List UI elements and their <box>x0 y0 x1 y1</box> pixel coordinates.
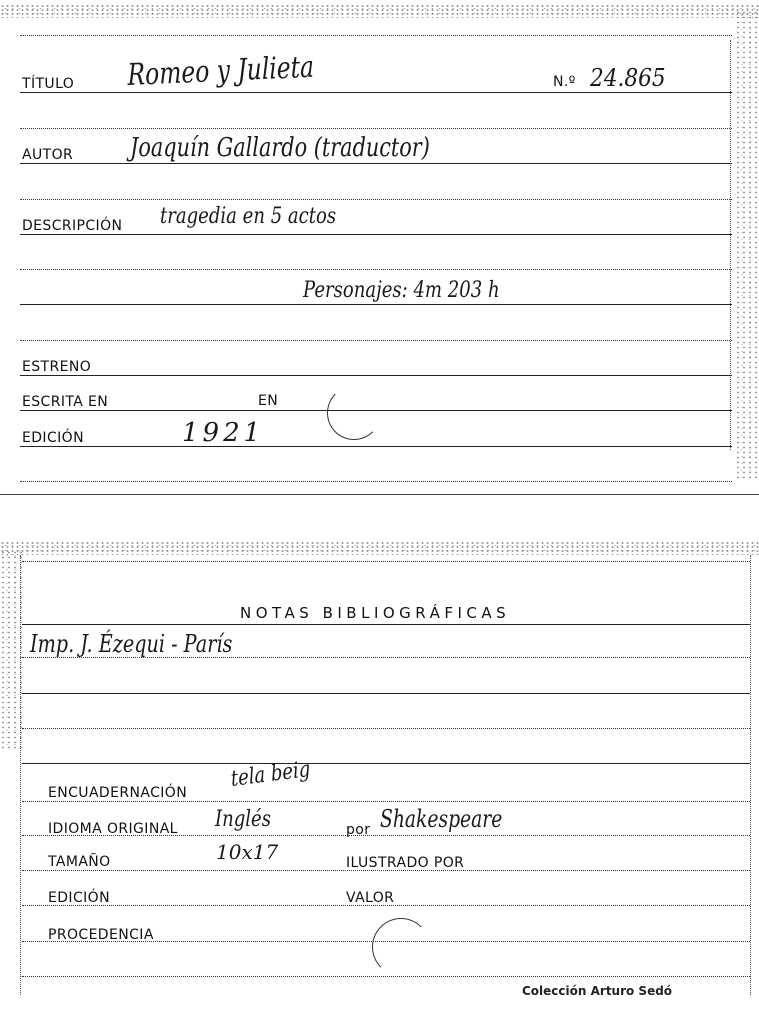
autor-value: Joaquín Gallardo (traductor) <box>130 133 430 163</box>
rule-line <box>22 693 750 694</box>
rule-line <box>22 561 750 562</box>
idioma-label: IDIOMA ORIGINAL <box>48 821 178 837</box>
notas-heading: NOTAS BIBLIOGRÁFICAS <box>240 604 511 622</box>
valor-label: VALOR <box>346 890 395 906</box>
collection-footer: Colección Arturo Sedó <box>522 984 673 998</box>
estreno-label: ESTRENO <box>22 359 92 375</box>
notas-value: Imp. J. Ézequi - París <box>30 630 233 658</box>
escrita-label: ESCRITA EN <box>22 394 109 410</box>
rule-line <box>22 976 750 977</box>
tamano-label: TAMAÑO <box>48 854 111 870</box>
rule-line <box>22 801 750 802</box>
rule-line <box>20 269 732 270</box>
descripcion-value: tragedia en 5 actos <box>160 204 337 229</box>
rule-line <box>20 163 732 164</box>
numero-value: 24.865 <box>590 64 666 92</box>
titulo-value: Romeo y Julieta <box>127 49 315 93</box>
stamp-circle <box>327 386 381 440</box>
en-label: EN <box>258 393 279 409</box>
catalog-card-front <box>0 0 759 495</box>
edicion-value: 1921 <box>182 418 265 448</box>
rule-line <box>22 763 750 764</box>
tamano-value: 10x17 <box>216 840 279 864</box>
ilustrado-label: ILUSTRADO POR <box>346 855 465 871</box>
autor-label: AUTOR <box>22 147 74 163</box>
rule-line <box>20 446 732 447</box>
scan-edge-left <box>0 550 22 750</box>
scan-edge-top <box>0 4 759 18</box>
rule-line <box>20 35 732 36</box>
rule-line <box>22 624 750 625</box>
edicion-label: EDICIÓN <box>22 430 84 446</box>
encuadernacion-label: ENCUADERNACIÓN <box>48 785 188 801</box>
edicion-label-2: EDICIÓN <box>48 890 110 906</box>
card-edge <box>730 40 731 450</box>
numero-label: N.º <box>553 74 576 90</box>
rule-line <box>20 92 732 93</box>
scan-edge-top <box>0 541 759 555</box>
card-edge <box>20 555 21 995</box>
rule-line <box>20 234 732 235</box>
rule-line <box>20 199 732 200</box>
encuadernacion-value: tela beig <box>229 756 312 792</box>
rule-line <box>22 728 750 729</box>
personajes-value: Personajes: 4m 203 h <box>303 278 500 303</box>
rule-line <box>20 375 732 376</box>
rule-line <box>20 340 732 341</box>
rule-line <box>20 128 732 129</box>
rule-line <box>20 304 732 305</box>
stamp-circle <box>372 918 430 976</box>
scan-edge-right <box>735 10 757 480</box>
por-label: por <box>346 822 371 838</box>
idioma-value: Inglés <box>215 807 272 832</box>
catalog-card-back <box>0 535 759 1025</box>
por-value: Shakespeare <box>380 805 503 833</box>
descripcion-label: DESCRIPCIÓN <box>22 218 123 234</box>
card-edge <box>750 555 751 995</box>
titulo-label: TÍTULO <box>22 76 75 92</box>
card-divider <box>0 494 759 495</box>
procedencia-label: PROCEDENCIA <box>48 927 154 943</box>
rule-line <box>20 481 732 482</box>
